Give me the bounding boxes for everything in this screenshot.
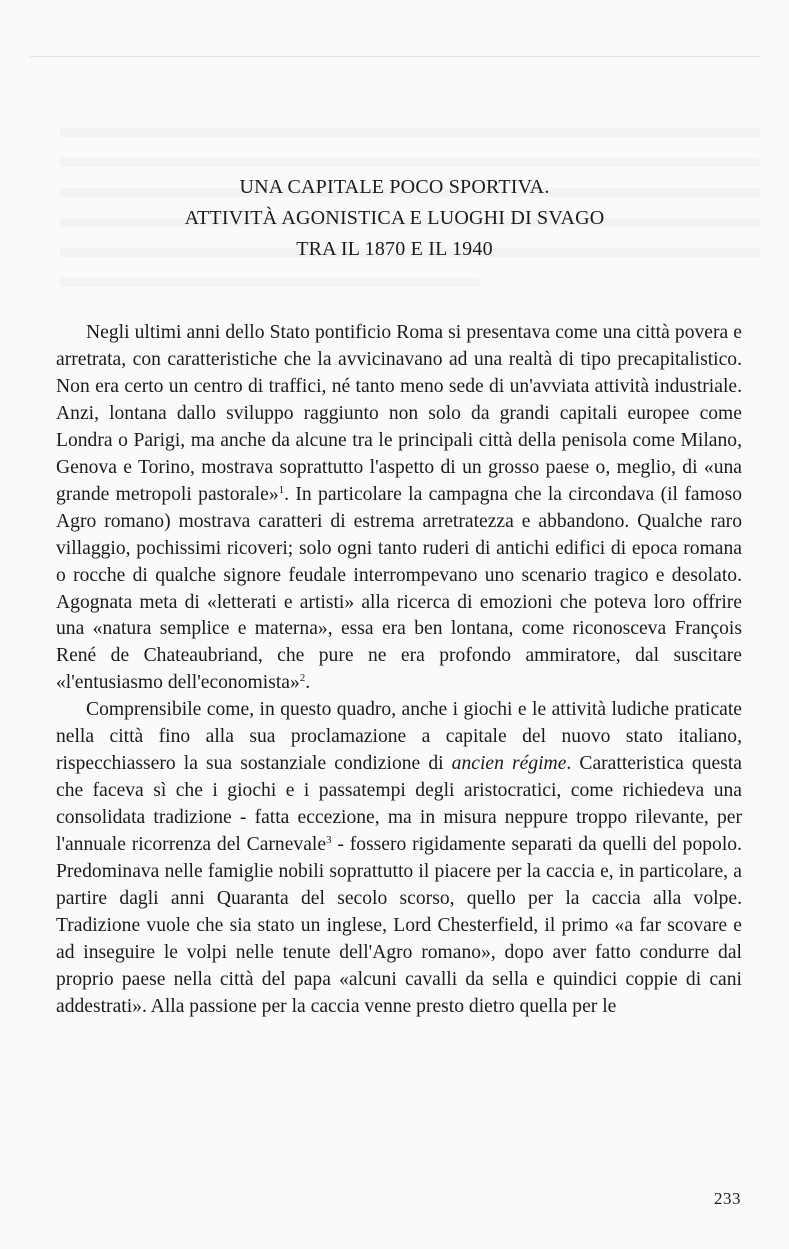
chapter-title-line-2: ATTIVITÀ AGONISTICA E LUOGHI DI SVAGO [184,207,605,229]
show-through-line [60,128,760,137]
chapter-title-line-3: TRA IL 1870 E IL 1940 [296,238,493,260]
paragraph-1-text-c: . [305,672,311,694]
paragraph-2-text-a: Comprensibile come, in questo quadro, anche i giochi e le attività ludiche praticate nella città fino alla sua proclamazione a capitale del nuovo stato italiano, rispecchiassero la sua sostanziale condizione di [56,699,742,775]
footnote-ref-2: 2 [299,672,306,685]
paragraph-1-text-a: Negli ultimi anni dello Stato pontificio Roma si presentava come una città povera e arretrata, con caratteristiche che la avvicinavano ad una realtà di tipo precapitalistico. Non era certo un centro di traffici, né tanto meno sede di un'avviata attività industriale. Anzi, lontana dallo sviluppo raggiunto non solo da grandi capitali europee come Londra o Parigi, ma anche da alcune tra le principali città della penisola come Milano, Genova e Torino, mostrava soprattutto l'aspetto di un grosso paese o, meglio, di «una grande metropoli pastorale» [56,322,742,505]
paragraph-2-text-c: - fossero rigidamente separati da quelli del popolo. Predominava nelle famiglie nobili soprattutto il piacere per la caccia e, in particolare, a partire dagli anni Quaranta del secolo scorso, quello per la caccia alla volpe. Tradizione vuole che sia stato un inglese, Lord Chesterfield, il primo «a far scovare e ad inseguire le volpi nelle tenute dell'Agro romano», dopo aver fatto condurre dal proprio paese nella città del papa «alcuni cavalli da sella e quindici coppie di cani addestrati». Alla passione per la caccia venne presto dietro quella per le [56,834,742,1017]
show-through-line [60,278,480,287]
show-through-line [60,158,760,167]
page-number: 233 [714,1189,741,1208]
footnote-ref-1: 1 [278,483,285,496]
chapter-title [0,172,789,265]
paragraph-2-italic: ancien régime [451,753,567,775]
paragraph-1 [56,320,742,697]
footnote-ref-3: 3 [326,834,332,847]
chapter-title-line-1: UNA CAPITALE POCO SPORTIVA. [239,176,550,198]
paragraph-1-text-b: . In particolare la campagna che la circondava (il famoso Agro romano) mostrava caratteri di estrema arretratezza e abbandono. Qualche raro villaggio, pochissimi ricoveri; solo ogni tanto ruderi di antichi edifici di epoca romana o rocche di qualche signore feudale interrompevano uno scenario tragico e desolato. Agognata meta di «letterati e artisti» alla ricerca di emozioni che poteva loro offrire una «natura semplice e materna», essa era ben lontana, come riconosceva François René de Chateaubriand, che pure ne era profondo ammiratore, dal suscitare «l'entusiasmo dell'economista» [56,483,742,694]
paragraph-2-text-b: . Caratteristica questa che faceva sì che i giochi e i passatempi degli aristocratici, come richiedeva una consolidata tradizione - fatta eccezione, ma in misura neppure troppo rilevante, per l'annuale ricorrenza del Carnevale [56,753,742,856]
body-text [56,320,742,1021]
header-rule [30,56,760,57]
paragraph-2 [56,697,742,1020]
